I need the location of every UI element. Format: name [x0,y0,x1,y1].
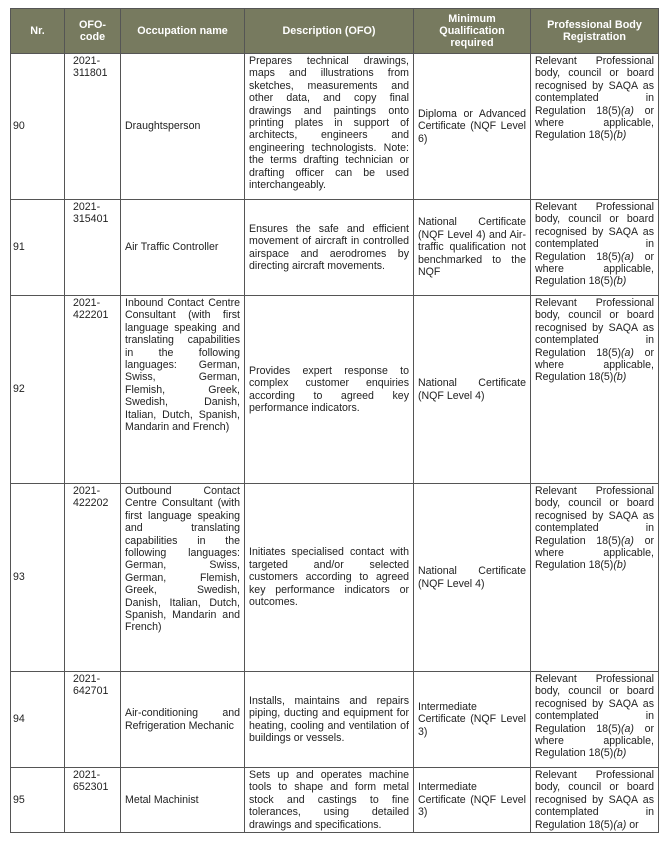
row-occupation: Outbound Contact Centre Consultant (with first language speaking and translating capabilities in the following languages: German, Swiss, German, Flemish, Greek, Swedish, Danish, Italian, Dutch, Spanish, Mandarin and French) [121,484,245,672]
row-nr: 91 [11,200,65,296]
header-description: Description (OFO) [245,9,414,54]
header-registration: Professional Body Registration [531,9,659,54]
row-qualification: Intermediate Certificate (NQF Level 3) [414,768,531,833]
occupations-table [10,8,659,833]
table-row [11,484,659,672]
row-description: Sets up and operates machine tools to shape and form metal stock and castings to fine tolerances, using detailed drawings and specifications. [245,768,414,833]
table-header-row [11,9,659,54]
header-ofo-code: OFO-code [65,9,121,54]
header-nr: Nr. [11,9,65,54]
row-registration: Relevant Professional body, council or board recognised by SAQA as contemplated in Regulation 18(5)(a) or where applicable, Regulation 18(5)(b) [531,54,659,200]
row-occupation: Metal Machinist [121,768,245,833]
row-registration: Relevant Professional body, council or board recognised by SAQA as contemplated in Regulation 18(5)(a) or where applicable, Regulation 18(5)(b) [531,200,659,296]
row-qualification: Diploma or Advanced Certificate (NQF Level 6) [414,54,531,200]
document-page [10,8,658,833]
header-qualification: Minimum Qualification required [414,9,531,54]
row-ofo-code: 2021-422201 [65,296,121,484]
row-occupation: Air-conditioning and Refrigeration Mechanic [121,672,245,768]
table-row [11,768,659,833]
row-registration: Relevant Professional body, council or board recognised by SAQA as contemplated in Regulation 18(5)(a) or where applicable, Regulation 18(5)(b) [531,672,659,768]
row-occupation: Inbound Contact Centre Consultant (with first language speaking and translating capabilities in the following languages: German, Swiss, German, Flemish, Greek, Swedish, Danish, Italian, Dutch, Spanish, Mandarin and French) [121,296,245,484]
header-occupation: Occupation name [121,9,245,54]
row-description: Prepares technical drawings, maps and illustrations from sketches, measurements and other data, and copy final drawings and paintings onto printing plates in support of architects, engineers and engineering technologists. Note: the terms drafting technician or drafting officer can be used interchangeably. [245,54,414,200]
row-nr: 92 [11,296,65,484]
row-ofo-code: 2021-652301 [65,768,121,833]
row-qualification: National Certificate (NQF Level 4) [414,484,531,672]
table-row [11,200,659,296]
row-registration: Relevant Professional body, council or board recognised by SAQA as contemplated in Regulation 18(5)(a) or where applicable, Regulation 18(5)(b) [531,484,659,672]
row-occupation: Air Traffic Controller [121,200,245,296]
row-registration: Relevant Professional body, council or board recognised by SAQA as contemplated in Regulation 18(5)(a) or [531,768,659,833]
table-row [11,296,659,484]
table-row [11,672,659,768]
row-nr: 93 [11,484,65,672]
row-occupation: Draughtsperson [121,54,245,200]
row-registration: Relevant Professional body, council or board recognised by SAQA as contemplated in Regulation 18(5)(a) or where applicable, Regulation 18(5)(b) [531,296,659,484]
row-description: Installs, maintains and repairs piping, ducting and equipment for heating, cooling and ventilation of buildings or vessels. [245,672,414,768]
row-nr: 94 [11,672,65,768]
row-description: Initiates specialised contact with targeted and/or selected customers according to agreed key performance indicators or outcomes. [245,484,414,672]
row-ofo-code: 2021-642701 [65,672,121,768]
row-description: Ensures the safe and efficient movement of aircraft in controlled airspace and aerodromes by directing aircraft movements. [245,200,414,296]
row-description: Provides expert response to complex customer enquiries according to agreed key performance indicators. [245,296,414,484]
row-qualification: National Certificate (NQF Level 4) and Air-traffic qualification not benchmarked to the NQF [414,200,531,296]
row-nr: 95 [11,768,65,833]
row-qualification: National Certificate (NQF Level 4) [414,296,531,484]
table-row [11,54,659,200]
row-qualification: Intermediate Certificate (NQF Level 3) [414,672,531,768]
row-ofo-code: 2021-422202 [65,484,121,672]
row-ofo-code: 2021-315401 [65,200,121,296]
row-ofo-code: 2021-311801 [65,54,121,200]
row-nr: 90 [11,54,65,200]
